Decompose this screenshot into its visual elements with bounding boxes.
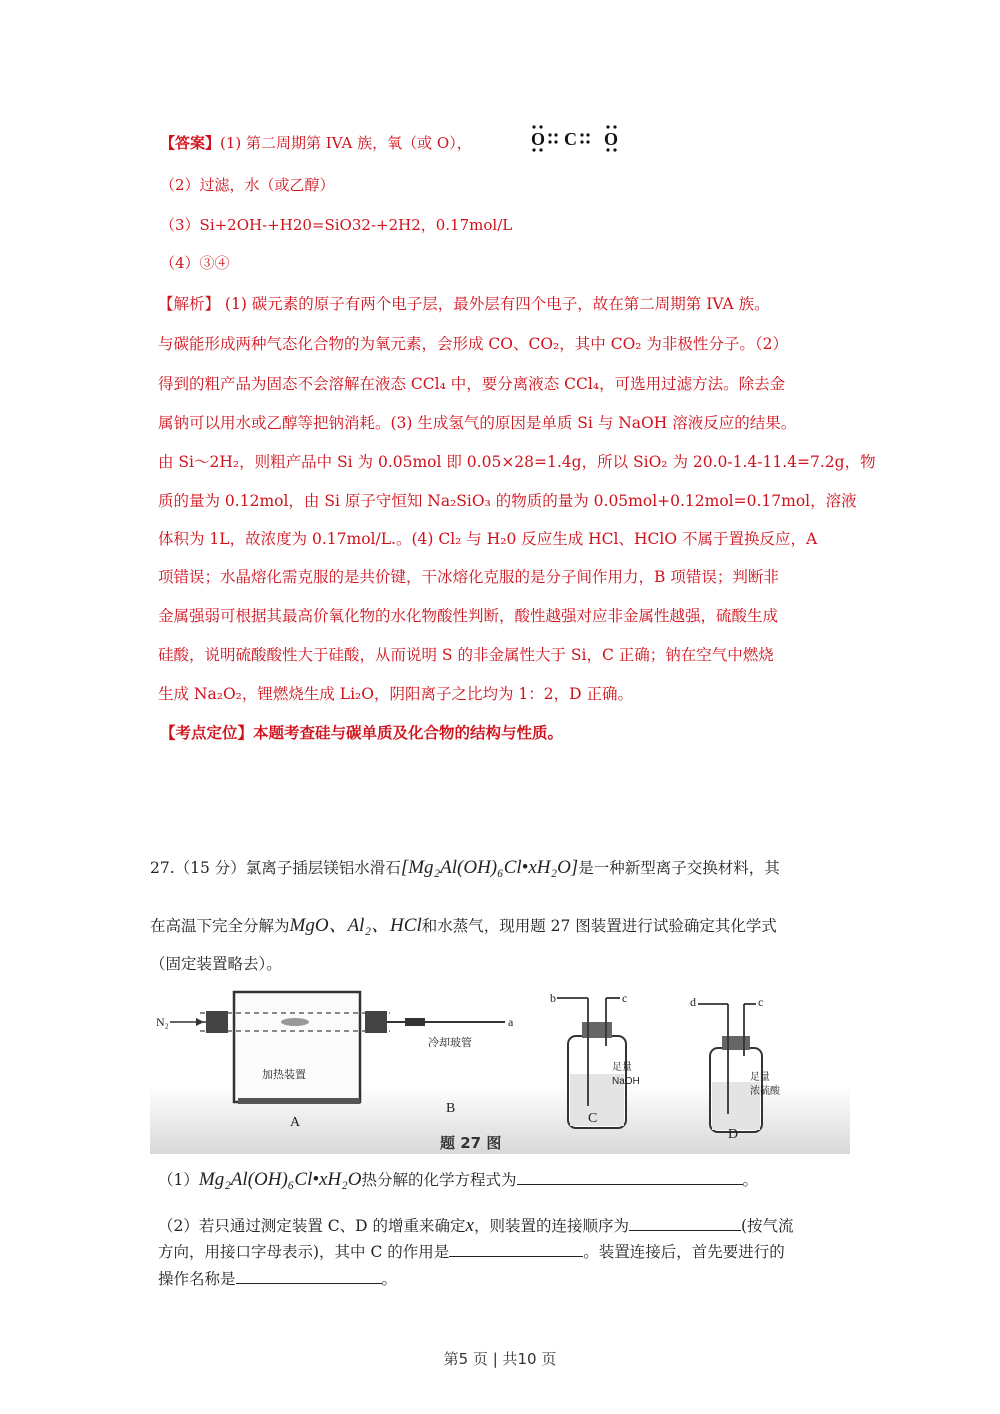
svg-text:O: O: [531, 129, 546, 149]
question-formula: [Mg₂Al(OH)₆Cl•xH₂O]: [400, 857, 579, 878]
answer-label: 【答案】: [160, 134, 221, 152]
page-footer: 第5 页 | 共10 页: [443, 1350, 557, 1368]
answer-blank-role-c[interactable]: [449, 1240, 583, 1257]
apparatus-B: [387, 1018, 505, 1026]
port-a-label: a: [508, 1015, 514, 1029]
question-line-2: [150, 910, 777, 937]
analysis-line-7: 体积为 1L，故浓度为 0.17mol/L.。(4) Cl₂ 与 H₂0 反应生成 HCl、HClO 不属于置换反应，A: [158, 530, 818, 548]
acid-label-1: 足量: [750, 1072, 770, 1083]
apparatus-B-label: B: [446, 1101, 456, 1116]
part-2-x: x: [465, 1215, 474, 1236]
answer-part-1: (1) 第二周期第 IVA 族，氧（或 O），: [220, 134, 472, 152]
analysis-line-4: 属钠可以用水或乙醇等把钠消耗。(3) 生成氢气的原因是单质 Si 与 NaOH 溶液反应的结果。: [158, 414, 797, 432]
part-2-line2-b: 。装置连接后，首先要进行的: [583, 1243, 785, 1261]
answer-line-2: （2）过滤，水（或乙醇）: [160, 176, 335, 194]
question-line2-formula: MgO、Al₂、HCl: [289, 915, 422, 936]
cool-tube-label: 冷却玻管: [428, 1036, 472, 1049]
port-c2-label: c: [758, 995, 764, 1009]
naoh-label-1: 足量: [612, 1062, 632, 1073]
analysis-line-11: 生成 Na₂O₂，锂燃烧生成 Li₂O，阴阳离子之比均为 1：2，D 正确。: [158, 685, 633, 703]
answer-blank-order[interactable]: [629, 1214, 741, 1231]
port-c-label: c: [622, 991, 628, 1005]
port-d-label: d: [690, 995, 696, 1009]
port-b-label: b: [550, 991, 556, 1005]
part-2-text-a: （2）若只通过测定装置 C、D 的增重来确定: [158, 1217, 466, 1235]
apparatus-A-label: A: [290, 1115, 301, 1130]
analysis-line-3: 得到的粗产品为固态不会溶解在液态 CCl₄ 中，要分离液态 CCl₄，可选用过滤方法。除去金: [158, 375, 786, 393]
part-1-text: 热分解的化学方程式为: [361, 1171, 517, 1189]
svg-text:O: O: [604, 129, 619, 149]
kaodian-line: 【考点定位】本题考查硅与碳单质及化合物的结构与性质。: [160, 723, 564, 742]
question-intro-b: 是一种新型离子交换材料，其: [578, 859, 780, 877]
acid-label-2: 浓硫酸: [750, 1086, 780, 1097]
part-2-line3-a: 操作名称是: [158, 1270, 236, 1288]
answer-line-4: （4）③④: [160, 254, 230, 272]
question-line2-b: 和水蒸气，现用题 27 图装置进行试验确定其化学式: [421, 917, 777, 935]
analysis-line-2: 与碳能形成两种气态化合物的为氧元素，会形成 CO、CO₂，其中 CO₂ 为非极性分子。（2）: [158, 335, 789, 353]
part-1-line: [158, 1168, 758, 1191]
part-1-formula: Mg₂Al(OH)₆Cl•xH₂O: [198, 1169, 362, 1190]
part-2-line3-end: 。: [381, 1270, 398, 1288]
apparatus-C-label: C: [588, 1111, 598, 1126]
part-1-end: 。: [742, 1171, 759, 1189]
analysis-line-9: 金属强弱可根据其最高价氧化物的水化物酸性判断，酸性越强对应非金属性越强，硫酸生成: [158, 607, 779, 625]
apparatus-D-label: D: [728, 1127, 739, 1142]
question-intro-a: 27.（15 分）氯离子插层镁铝水滑石: [150, 859, 401, 877]
analysis-line-10: 硅酸，说明硫酸酸性大于硅酸，从而说明 S 的非金属性大于 Si，C 正确；钠在空气中燃烧: [158, 646, 774, 664]
analysis-line-1: 【解析】 (1) 碳元素的原子有两个电子层，最外层有四个电子，故在第二周期第 IVA 族。: [158, 295, 770, 313]
co2-electron-dot-formula: [528, 122, 623, 154]
apparatus-figure: [150, 986, 850, 1154]
question-line-3: （固定装置略去）。: [150, 955, 282, 973]
question-line2-a: 在高温下完全分解为: [150, 917, 290, 935]
part-2-line-1: [158, 1214, 794, 1237]
part-2-line-3: [158, 1267, 397, 1289]
svg-text:C: C: [564, 129, 577, 149]
n2-label: N₂: [156, 1015, 169, 1029]
part-1-num: （1）: [158, 1171, 199, 1189]
analysis-line-5: 由 Si～2H₂，则粗产品中 Si 为 0.05mol 即 0.05×28=1.4g，所以 SiO₂ 为 20.0-1.4-11.4=7.2g，物: [158, 453, 876, 471]
answer-line-3: （3）Si+2OH-+H20=SiO32-+2H2，0.17mol/L: [160, 216, 513, 234]
part-2-text-c: (按气流: [740, 1217, 794, 1235]
part-2-line-2: [158, 1240, 785, 1262]
figure-caption: 题 27 图: [440, 1134, 502, 1152]
answer-blank-equation[interactable]: [517, 1168, 743, 1185]
naoh-label-2: NaOH: [612, 1076, 640, 1087]
answer-line-1: [160, 133, 472, 153]
part-2-text-b: ，则装置的连接顺序为: [473, 1217, 629, 1235]
answer-blank-operation[interactable]: [236, 1267, 382, 1284]
heater-label: 加热装置: [262, 1068, 306, 1081]
analysis-line-6: 质的量为 0.12mol，由 Si 原子守恒知 Na₂SiO₃ 的物质的量为 0.05mol+0.12mol=0.17mol，溶液: [158, 492, 857, 510]
part-2-line2-a: 方向，用接口字母表示)，其中 C 的作用是: [158, 1243, 450, 1261]
analysis-line-8: 项错误；水晶熔化需克服的是共价键，干冰熔化克服的是分子间作用力，B 项错误；判断非: [158, 568, 779, 586]
question-line-1: [150, 856, 780, 879]
